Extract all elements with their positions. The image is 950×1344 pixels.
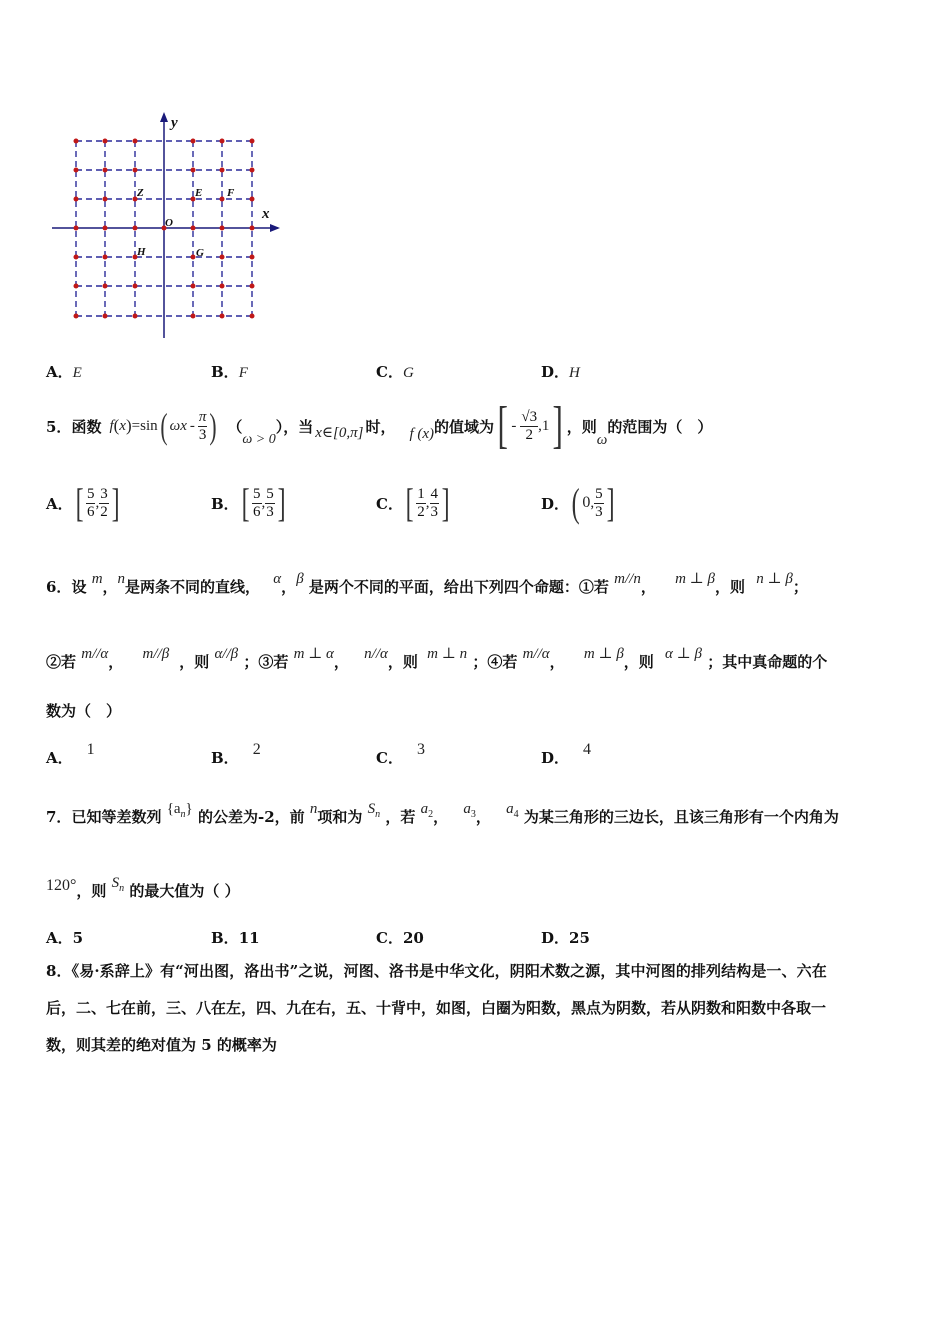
origin-label: O bbox=[165, 217, 173, 229]
q5-stem: 5． 函数 f ( x ) =sin ( ωx - $\frac{\pi}{3}$ ) （ ω > 0 ），当 x∈[0,π] 时， f (x) 的值域为 [ - $\frac{√3}{2}$ ,1 ] ，则 ω 的范围为（ ） bbox=[46, 397, 713, 454]
q7-option-c: C．20 bbox=[376, 929, 424, 947]
x-axis-arrow bbox=[270, 224, 280, 232]
point-label-e: E bbox=[195, 187, 203, 199]
q4-option-b: B．F bbox=[211, 363, 248, 381]
y-axis-label: y bbox=[171, 115, 178, 131]
q6-option-b: B． 2 bbox=[211, 741, 261, 767]
sqrt3-over-2: $\frac{√3}{2}$ bbox=[521, 408, 538, 443]
point-label-z: Z bbox=[137, 187, 144, 199]
q7-stem-line2: 120°，则 $S_n$ 的最大值为（ ） bbox=[46, 875, 240, 900]
coordinate-grid-figure bbox=[40, 100, 300, 350]
q5-option-a: A． [ $\frac{5}{6}$ , $\frac{3}{2}$ ] bbox=[46, 480, 120, 525]
q6-stem-line3: 数为（ ） bbox=[46, 702, 122, 720]
y-axis-arrow bbox=[160, 112, 168, 122]
point-label-g: G bbox=[196, 247, 204, 259]
q6-option-c: C． 3 bbox=[376, 741, 425, 767]
point-label-h: H bbox=[137, 246, 146, 258]
q7-option-b: B．11 bbox=[211, 929, 260, 947]
q4-option-d: D．H bbox=[541, 363, 580, 381]
q6-stem-line2: ②若 m//α， m//β ，则 α//β ；③若 m ⊥ α， n//α，则 m ⊥ n ；④若 m//α， m ⊥ β，则 α ⊥ β ；其中真命题的个 bbox=[46, 646, 828, 671]
q5-option-b: B． [ $\frac{5}{6}$ , $\frac{5}{3}$ ] bbox=[211, 480, 286, 525]
q5-option-c: C． [ $\frac{1}{2}$ , $\frac{4}{3}$ ] bbox=[376, 480, 450, 525]
q8-stem-line1: 8．《易·系辞上》有“河出图，洛出书”之说，河图、洛书是中华文化，阴阳术数之源，其中河图的排列结构是一、六在 bbox=[46, 962, 827, 980]
q7-stem-line1: 7．已知等差数列 $\{a_n\}$ 的公差为-2，前 n项和为 $S_n$ ，若 $a_2$， $a_3$， $a_4$ 为某三角形的三边长，且该三角形有一个内角为 bbox=[46, 801, 839, 826]
q5-option-d: D． ( 0 , $\frac{5}{3}$ ] bbox=[541, 480, 615, 525]
q6-option-d: D． 4 bbox=[541, 741, 592, 767]
q6-option-a: A． 1 bbox=[46, 741, 95, 767]
q8-stem-line3: 数，则其差的绝对值为 5 的概率为 bbox=[46, 1036, 277, 1054]
q7-option-d: D．25 bbox=[541, 929, 590, 947]
pi-over-3: $\frac{\pi}{3}$ bbox=[198, 408, 207, 443]
q6-stem-line1: 6．设 m，n是两条不同的直线， α，β 是两个不同的平面，给出下列四个命题：①若 m//n， m ⊥ β，则 n ⊥ β； bbox=[46, 571, 808, 596]
q7-option-a: A．5 bbox=[46, 929, 84, 947]
q8-stem-line2: 后，二、七在前，三、八在左，四、九在右，五、十背中，如图，白圈为阳数，黑点为阴数，若从阴数和阳数中各取一 bbox=[46, 999, 827, 1017]
q4-option-c: C．G bbox=[376, 363, 414, 381]
q4-option-a: A．E bbox=[46, 363, 82, 381]
x-axis-label: x bbox=[262, 206, 270, 222]
point-label-f: F bbox=[227, 187, 235, 199]
